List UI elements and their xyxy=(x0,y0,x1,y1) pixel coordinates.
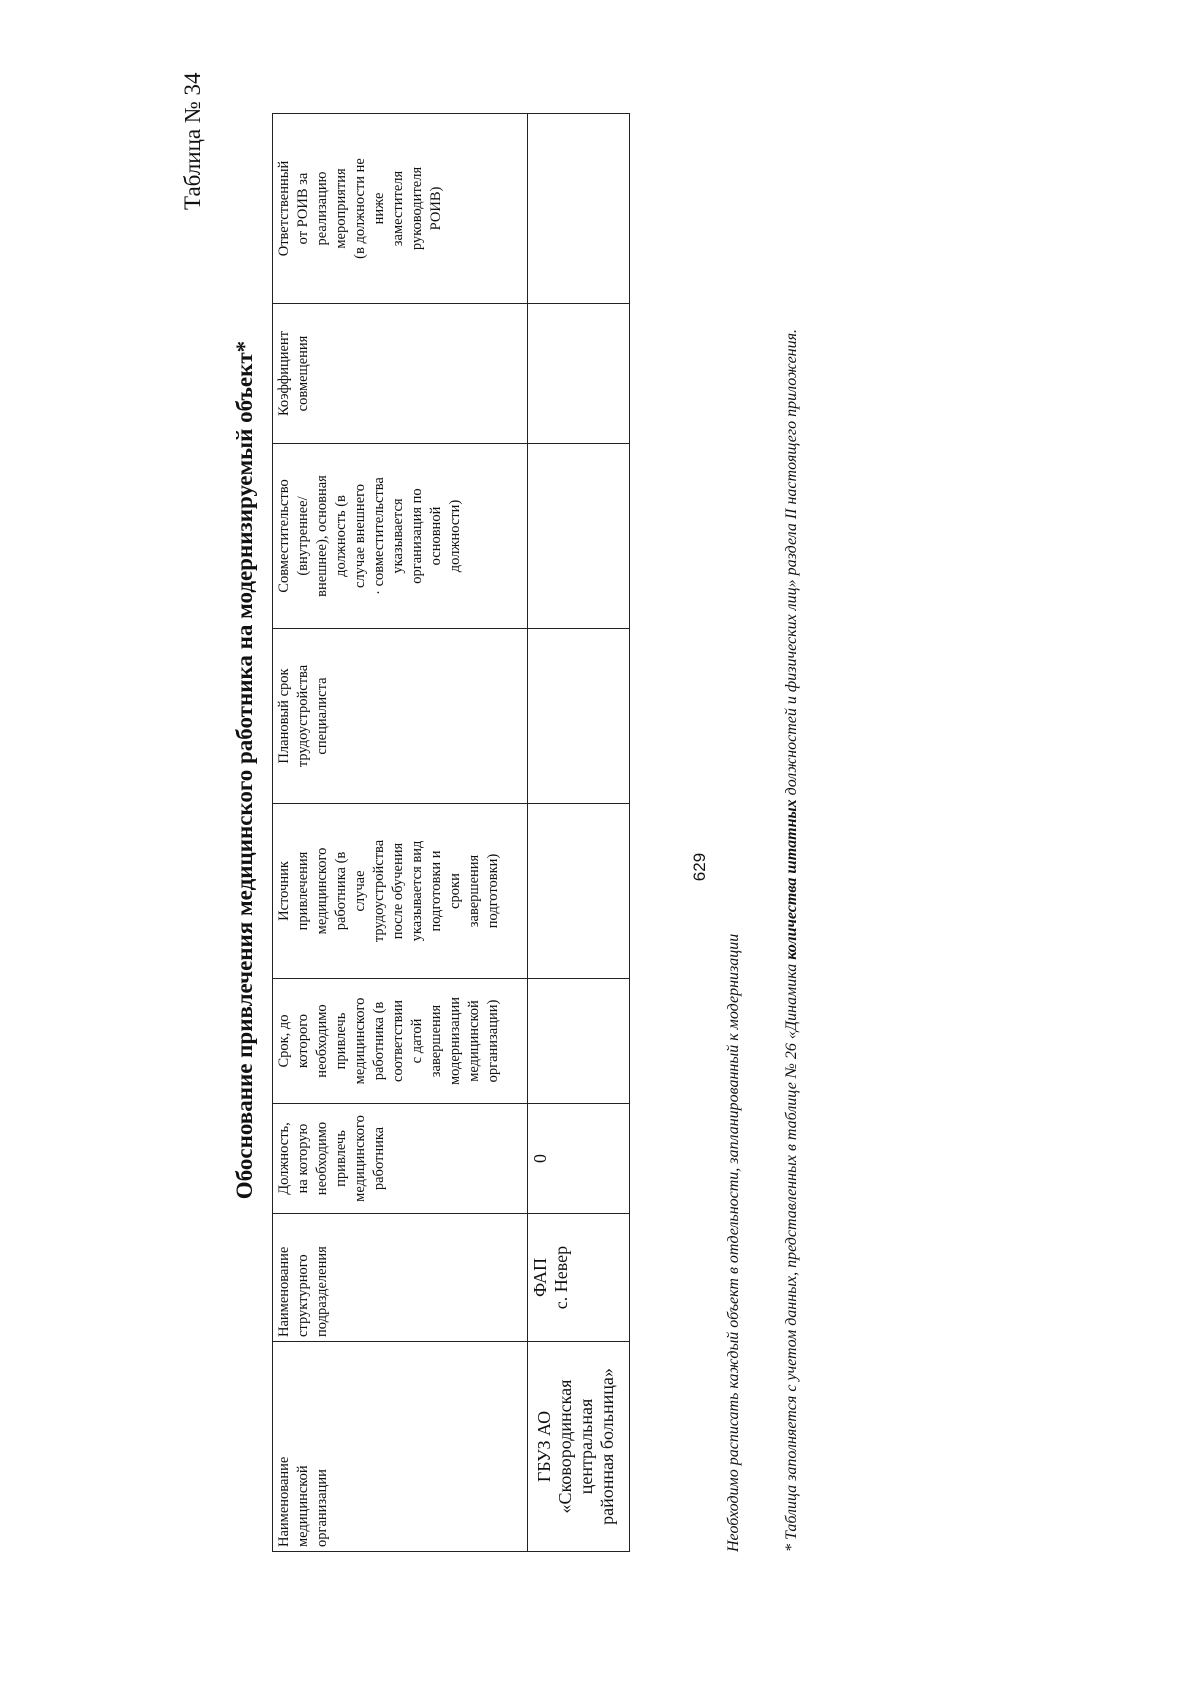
table-cell xyxy=(528,114,630,304)
header-cell: Совместительство (внутреннее/ внешнее), основная должность (в случае внешнего · совместительства указывается организация по основной должности) xyxy=(273,444,528,629)
header-cell: Наименование медицинской организации xyxy=(273,1342,528,1552)
header-cell: Должность, на которую необходимо привлечь медицинского работника xyxy=(273,1104,528,1214)
table-cell: ГБУЗ АО «Сковородинская центральная районная больница» xyxy=(528,1342,630,1552)
table-cell xyxy=(528,629,630,804)
header-cell: Ответственный от РОИВ за реализацию мероприятия (в должности не ниже заместителя руководителя РОИВ) xyxy=(273,114,528,304)
footnote xyxy=(782,142,802,1552)
page-number: 629 xyxy=(690,852,709,882)
header-cell: Коэффициент совмещения xyxy=(273,304,528,444)
table-row xyxy=(528,114,630,1552)
header-cell: Плановый срок трудоустройства специалиста xyxy=(273,629,528,804)
footnote-text-part2: должностей и физических лиц» раздела II настоящего приложения. xyxy=(783,328,800,800)
header-cell: Источник привлечения медицинского работника (в случае трудоустройства после обучения указывается вид подготовки и сроки завершения подготовки) xyxy=(273,804,528,979)
document-title: Обоснование привлечения медицинского работника на модернизируемый объект* xyxy=(232,340,257,1200)
table-cell: 0 xyxy=(528,1104,630,1214)
table-cell xyxy=(528,804,630,979)
table-cell xyxy=(528,979,630,1104)
table-header-row xyxy=(273,114,528,1552)
table-cell xyxy=(528,444,630,629)
table-cell: ФАП с. Невер xyxy=(528,1214,630,1342)
header-cell: Наименование структурного подразделения xyxy=(273,1214,528,1342)
table-number: Таблица № 34 xyxy=(180,72,205,210)
footnote-text-bold: количества штатных xyxy=(783,799,800,960)
footnote-text-part1: Таблица заполняется с учетом данных, представленных в таблице № 26 «Динамика xyxy=(783,959,800,1544)
header-cell: Срок, до которого необходимо привлечь медицинского работника (в соответствии с датой завершения модернизации медицинской организации) xyxy=(273,979,528,1104)
justification-table xyxy=(272,113,630,1552)
footnote-star: * xyxy=(783,1544,800,1552)
note-objects: Необходимо расписать каждый объект в отдельности, запланированный к модернизации xyxy=(725,933,742,1552)
table-cell xyxy=(528,304,630,444)
